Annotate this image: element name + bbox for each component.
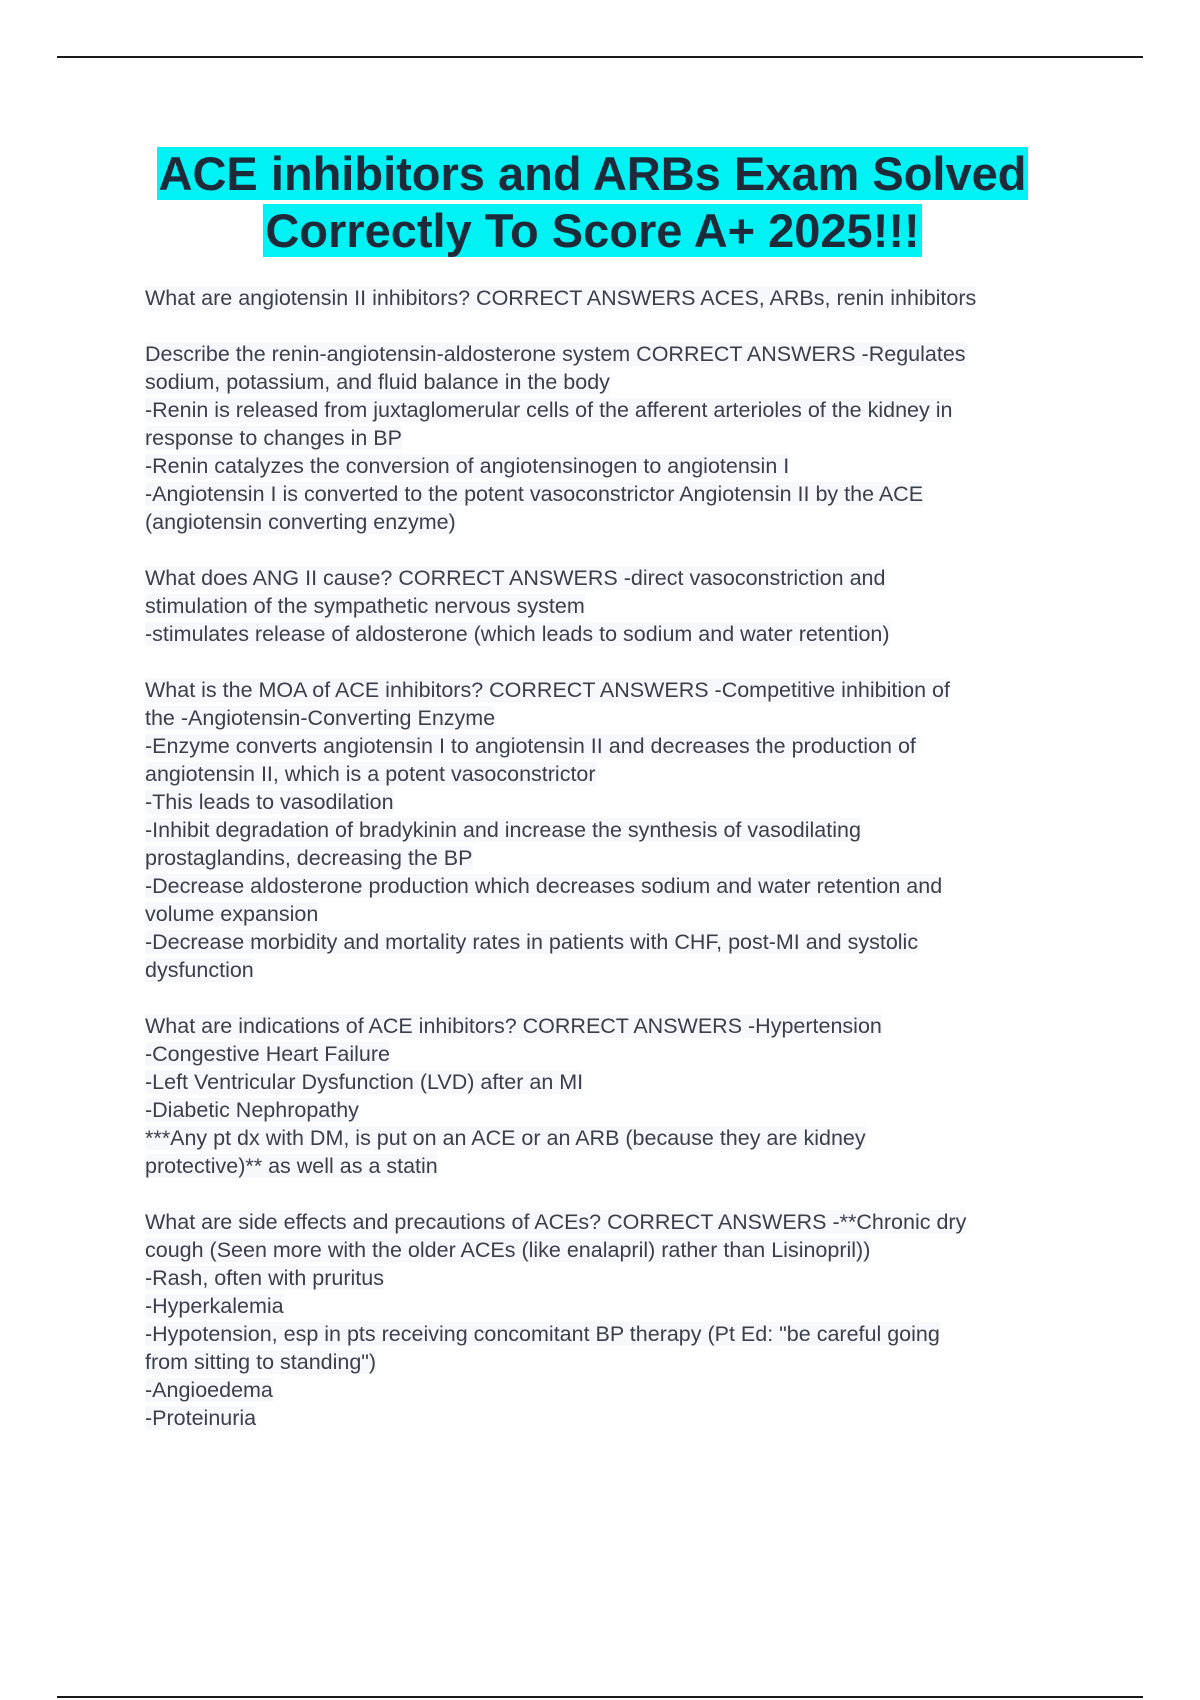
text-line-content: dysfunction <box>145 958 254 982</box>
text-line-content: -Renin catalyzes the conversion of angiotensinogen to angiotensin I <box>145 454 790 478</box>
top-rule <box>57 56 1143 58</box>
text-line-content: volume expansion <box>145 902 319 926</box>
text-line <box>145 1376 1095 1404</box>
text-line <box>145 592 1095 620</box>
text-line <box>145 956 1095 984</box>
text-line-content: stimulation of the sympathetic nervous system <box>145 594 585 618</box>
text-line-content: the -Angiotensin-Converting Enzyme <box>145 706 496 730</box>
text-line-content: cough (Seen more with the older ACEs (like enalapril) rather than Lisinopril)) <box>145 1238 871 1262</box>
title-line-text: ACE inhibitors and ARBs Exam Solved <box>158 147 1027 200</box>
text-line <box>145 1236 1095 1264</box>
text-line <box>145 732 1095 760</box>
text-line <box>145 452 1095 480</box>
text-line <box>145 1292 1095 1320</box>
text-line-content: -Diabetic Nephropathy <box>145 1098 359 1122</box>
text-line-content: -Angioedema <box>145 1378 273 1402</box>
text-line <box>145 1096 1095 1124</box>
text-line-content: -Left Ventricular Dysfunction (LVD) after an MI <box>145 1070 584 1094</box>
text-line <box>145 508 1095 536</box>
text-line-content: from sitting to standing") <box>145 1350 377 1374</box>
text-line <box>145 1404 1095 1432</box>
text-line-content: What are indications of ACE inhibitors? CORRECT ANSWERS -Hypertension <box>145 1014 882 1038</box>
title-line <box>145 145 1040 202</box>
text-line-content: response to changes in BP <box>145 426 402 450</box>
text-line-content: What is the MOA of ACE inhibitors? CORRECT ANSWERS -Competitive inhibition of <box>145 678 950 702</box>
text-line <box>145 928 1095 956</box>
text-line <box>145 1320 1095 1348</box>
text-line <box>145 704 1095 732</box>
text-line-content: -Congestive Heart Failure <box>145 1042 390 1066</box>
text-line <box>145 676 1095 704</box>
qa-section <box>145 340 1095 536</box>
qa-section <box>145 284 1095 312</box>
bottom-rule <box>57 1696 1143 1698</box>
text-line-content: -Proteinuria <box>145 1406 257 1430</box>
text-line <box>145 480 1095 508</box>
text-line <box>145 564 1095 592</box>
title-line-text: Correctly To Score A+ 2025!!! <box>265 204 920 257</box>
text-line <box>145 1040 1095 1068</box>
text-line-content: -Rash, often with pruritus <box>145 1266 384 1290</box>
text-line <box>145 396 1095 424</box>
text-line <box>145 788 1095 816</box>
text-line-content: (angiotensin converting enzyme) <box>145 510 456 534</box>
text-line-content: ***Any pt dx with DM, is put on an ACE or an ARB (because they are kidney <box>145 1126 866 1150</box>
title-line <box>145 202 1040 259</box>
text-line-content: What does ANG II cause? CORRECT ANSWERS -direct vasoconstriction and <box>145 566 886 590</box>
text-line <box>145 1348 1095 1376</box>
text-line <box>145 844 1095 872</box>
text-line <box>145 900 1095 928</box>
text-line-content: -Inhibit degradation of bradykinin and increase the synthesis of vasodilating <box>145 818 861 842</box>
text-line <box>145 1264 1095 1292</box>
text-line-content: What are angiotensin II inhibitors? CORRECT ANSWERS ACES, ARBs, renin inhibitors <box>145 286 977 310</box>
text-line-content: -Hypotension, esp in pts receiving concomitant BP therapy (Pt Ed: "be careful going <box>145 1322 940 1346</box>
text-line <box>145 872 1095 900</box>
document-body <box>145 284 1095 1460</box>
text-line-content: prostaglandins, decreasing the BP <box>145 846 473 870</box>
text-line <box>145 1152 1095 1180</box>
text-line-content: protective)** as well as a statin <box>145 1154 438 1178</box>
text-line <box>145 620 1095 648</box>
text-line-content: -Decrease aldosterone production which decreases sodium and water retention and <box>145 874 943 898</box>
text-line <box>145 368 1095 396</box>
qa-section <box>145 1208 1095 1432</box>
text-line-content: -stimulates release of aldosterone (which leads to sodium and water retention) <box>145 622 890 646</box>
text-line <box>145 816 1095 844</box>
text-line <box>145 340 1095 368</box>
qa-section <box>145 1012 1095 1180</box>
text-line-content: -Hyperkalemia <box>145 1294 284 1318</box>
text-line <box>145 424 1095 452</box>
text-line-content: -Enzyme converts angiotensin I to angiotensin II and decreases the production of <box>145 734 916 758</box>
text-line <box>145 760 1095 788</box>
text-line <box>145 1124 1095 1152</box>
text-line-content: -Decrease morbidity and mortality rates in patients with CHF, post-MI and systolic <box>145 930 919 954</box>
text-line-content: -This leads to vasodilation <box>145 790 394 814</box>
text-line-content: angiotensin II, which is a potent vasoconstrictor <box>145 762 596 786</box>
text-line <box>145 1012 1095 1040</box>
text-line <box>145 1068 1095 1096</box>
qa-section <box>145 564 1095 648</box>
text-line <box>145 1208 1095 1236</box>
text-line <box>145 284 1095 312</box>
text-line-content: -Angiotensin I is converted to the potent vasoconstrictor Angiotensin II by the ACE <box>145 482 924 506</box>
text-line-content: Describe the renin-angiotensin-aldosterone system CORRECT ANSWERS -Regulates <box>145 342 966 366</box>
qa-section <box>145 676 1095 984</box>
document-title <box>145 145 1040 259</box>
text-line-content: -Renin is released from juxtaglomerular cells of the afferent arterioles of the kidney in <box>145 398 953 422</box>
text-line-content: sodium, potassium, and fluid balance in the body <box>145 370 610 394</box>
text-line-content: What are side effects and precautions of ACEs? CORRECT ANSWERS -**Chronic dry <box>145 1210 967 1234</box>
